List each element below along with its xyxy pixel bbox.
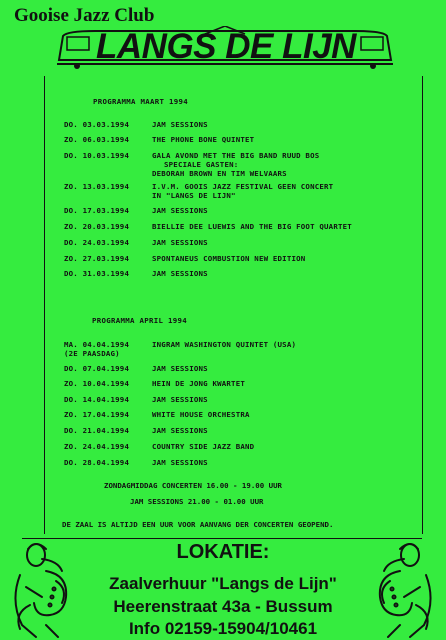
event-title: JAM SESSIONS [152, 364, 208, 373]
april-heading: PROGRAMMA APRIL 1994 [92, 316, 187, 325]
event-date: DO. 17.03.1994 [64, 206, 130, 215]
contact-info: Info 02159-15904/10461 [128, 619, 318, 638]
event-title: GALA AVOND MET THE BIG BAND RUUD BOS [152, 151, 320, 160]
event-date: ZO. 10.04.1994 [64, 379, 130, 388]
event-date: DO. 28.04.1994 [64, 458, 130, 467]
title: LANGS DE LIJN [96, 27, 356, 66]
event-date: MA. 04.04.1994 [64, 340, 130, 349]
event-date: DO. 10.03.1994 [64, 151, 130, 160]
event-title: WHITE HOUSE ORCHESTRA [152, 410, 250, 419]
event-detail: IN "LANGS DE LIJN" [152, 191, 236, 200]
divider [22, 538, 422, 539]
event-date-note: (2E PAASDAG) [64, 349, 120, 358]
event-title: THE PHONE BONE QUINTET [152, 135, 255, 144]
event-title: COUNTRY SIDE JAZZ BAND [152, 442, 255, 451]
club-name: Gooise Jazz Club [14, 5, 155, 26]
event-date: DO. 07.04.1994 [64, 364, 130, 373]
event-date: ZO. 06.03.1994 [64, 135, 130, 144]
event-title: JAM SESSIONS [152, 206, 208, 215]
event-title: INGRAM WASHINGTON QUINTET (USA) [152, 340, 297, 349]
event-title: BIELLIE DEE LUEWIS AND THE BIG FOOT QUARTET [152, 222, 352, 231]
event-title: SPONTANEUS COMBUSTION NEW EDITION [152, 254, 306, 263]
event-title: HEIN DE JONG KWARTET [152, 379, 245, 388]
event-date: DO. 24.03.1994 [64, 238, 130, 247]
event-title: JAM SESSIONS [152, 120, 208, 129]
event-date: ZO. 24.04.1994 [64, 442, 130, 451]
location-heading: LOKATIE: [176, 541, 270, 563]
event-date: ZO. 17.04.1994 [64, 410, 130, 419]
event-title: JAM SESSIONS [152, 269, 208, 278]
jam-session-note: JAM SESSIONS 21.00 - 01.00 UUR [130, 497, 264, 506]
event-title: JAM SESSIONS [152, 458, 208, 467]
event-title: I.V.M. GOOIS JAZZ FESTIVAL GEEN CONCERT [152, 182, 334, 191]
event-title: JAM SESSIONS [152, 426, 208, 435]
venue-name: Zaalverhuur "Langs de Lijn" [109, 574, 337, 593]
event-title: JAM SESSIONS [152, 238, 208, 247]
doors-open-note: DE ZAAL IS ALTIJD EEN UUR VOOR AANVANG DER CONCERTEN GEOPEND. [62, 520, 334, 529]
event-detail: DEBORAH BROWN EN TIM WELVAARS [152, 169, 287, 178]
venue-address: Heerenstraat 43a - Bussum [113, 597, 333, 616]
event-title: JAM SESSIONS [152, 395, 208, 404]
march-heading: PROGRAMMA MAART 1994 [93, 97, 188, 106]
event-date: ZO. 13.03.1994 [64, 182, 130, 191]
event-date: DO. 03.03.1994 [64, 120, 130, 129]
event-date: DO. 21.04.1994 [64, 426, 130, 435]
sunday-concert-note: ZONDAGMIDDAG CONCERTEN 16.00 - 19.00 UUR [104, 481, 282, 490]
event-date: ZO. 27.03.1994 [64, 254, 130, 263]
event-detail: SPECIALE GASTEN: [164, 160, 239, 169]
event-date: DO. 31.03.1994 [64, 269, 130, 278]
event-date: DO. 14.04.1994 [64, 395, 130, 404]
event-date: ZO. 20.03.1994 [64, 222, 130, 231]
